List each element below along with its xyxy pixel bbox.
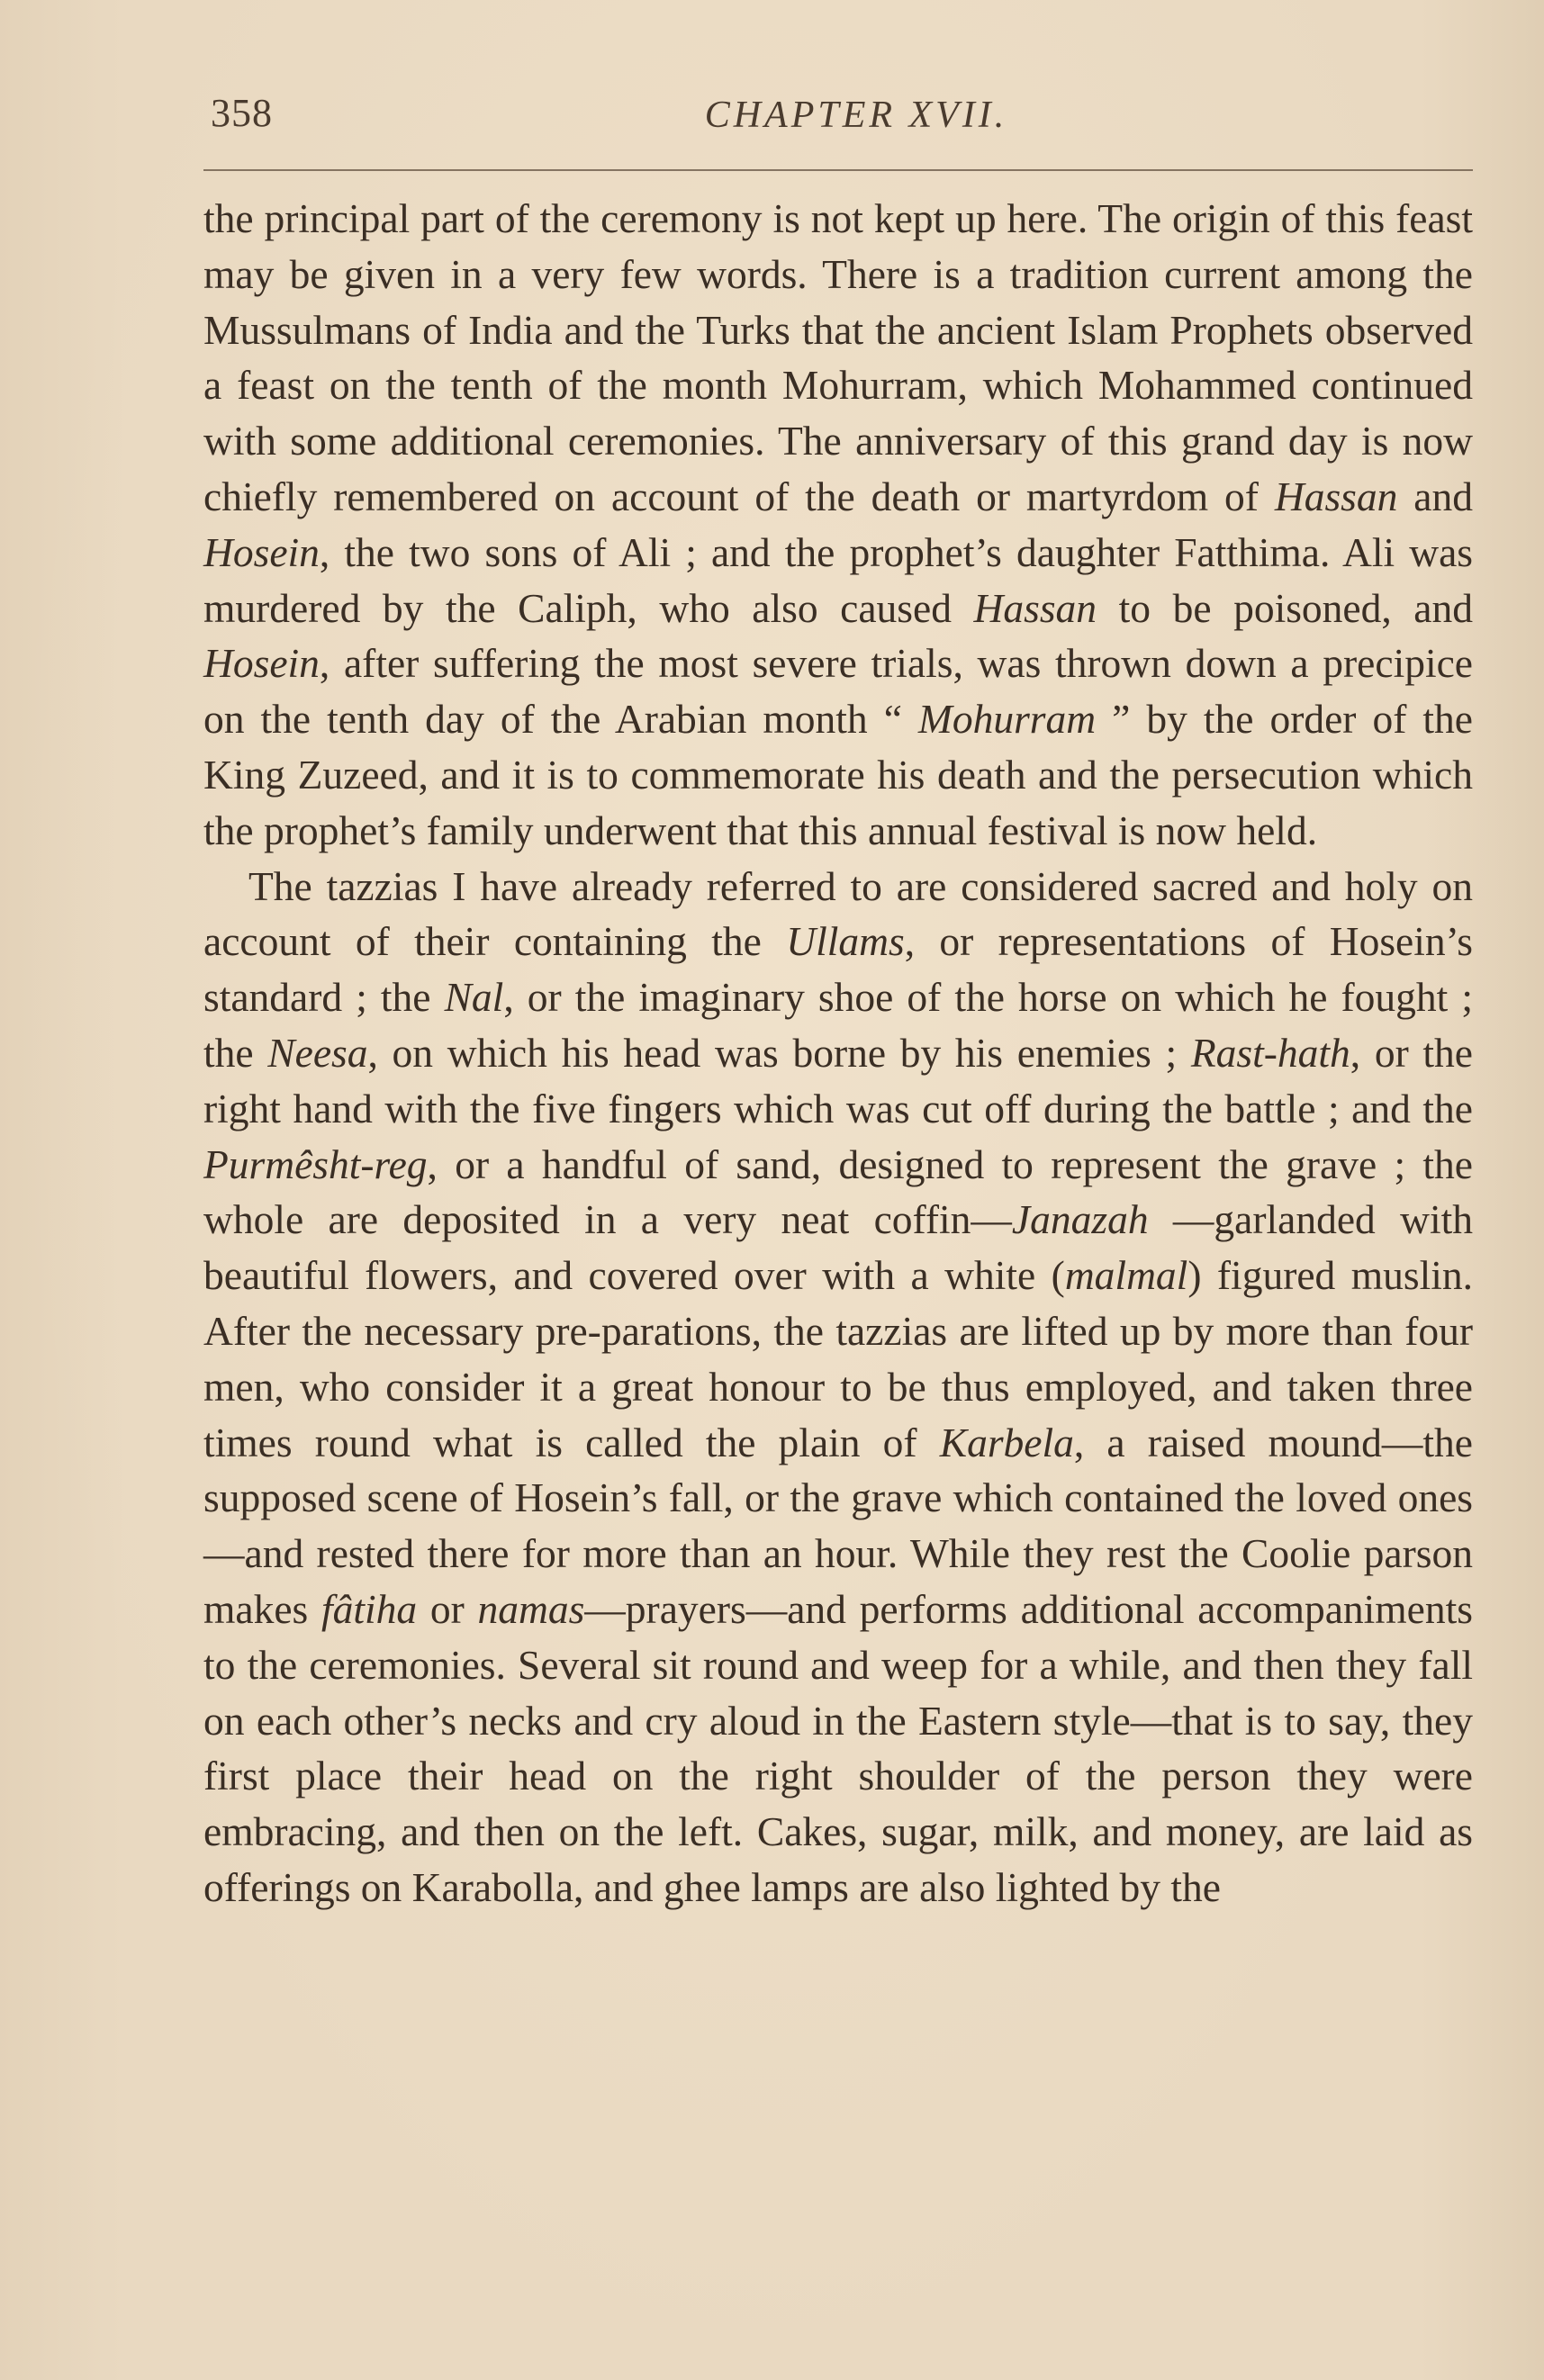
- italic-term: Ullams: [786, 918, 905, 965]
- italic-term: Hassan: [1274, 473, 1398, 519]
- page-header: [203, 90, 1473, 153]
- page-number: 358: [211, 91, 273, 135]
- italic-term: Nal: [444, 974, 504, 1021]
- text-run: , or the right hand with the five fingers which was cut off during the battle ; and the: [203, 1029, 1473, 1131]
- text-run: ” by the order of the King Zuzeed, and it is to commemorate his death and the persecution which the prophet’s family underwent that this annual festival is now held.: [203, 696, 1473, 853]
- text-run: or: [417, 1585, 478, 1632]
- running-head: CHAPTER XVII.: [704, 95, 1008, 136]
- body-text: [203, 191, 1473, 1916]
- italic-term: Purmêsht-reg: [203, 1140, 428, 1187]
- text-run: —prayers—and performs additional accompaniments to the ceremonies. Several sit round and weep for a while, and then they fall on each other’s necks and cry aloud in the Eastern style—that is to say, they first place their head on the right shoulder of the person they were embracing, and then on the left. Cakes, sugar, milk, and money, are laid as offerings on Karabolla, and ghee lamps are also lighted by the: [203, 1585, 1473, 1910]
- italic-term: malmal: [1064, 1252, 1188, 1299]
- text-run: —garlanded with beautiful flowers, and covered over with a white (: [203, 1196, 1473, 1299]
- text-run: to be poisoned, and: [1097, 584, 1473, 631]
- text-run: , or a handful of sand, designed to represent the grave ; the whole are deposited in a very neat coffin—: [203, 1140, 1473, 1243]
- text-run: the principal part of the ceremony is not kept up here. The origin of this feast may be given in a very few words. There is a tradition current among the Mussulmans of India and the Turks that the ancient Islam Prophets observed a feast on the tenth of the month Mohurram, which Mohammed continued with some additional ceremonies. The anniversary of this grand day is now chiefly remembered on account of the death or martyrdom of: [203, 195, 1473, 519]
- italic-term: Neesa: [267, 1029, 368, 1076]
- italic-term: Janazah: [1011, 1196, 1149, 1243]
- text-run: ) figured muslin. After the necessary pre-parations, the tazzias are lifted up by more than four men, who consider it a great honour to be thus employed, and taken three times round what is called the plain of: [203, 1252, 1473, 1465]
- italic-term: Hosein: [203, 528, 320, 575]
- italic-term: Rast-hath: [1190, 1029, 1350, 1076]
- text-run: , a raised mound—the supposed scene of Hosein’s fall, or the grave which contained the loved ones—and rested there for more than an hour. While they rest the Coolie parson makes: [203, 1419, 1473, 1632]
- paragraph: [203, 191, 1473, 859]
- italic-term: Hassan: [973, 584, 1097, 631]
- italic-term: namas: [477, 1585, 585, 1632]
- italic-term: Karbela: [939, 1419, 1074, 1465]
- text-run: , or the imaginary shoe of the horse on which he fought ; the: [203, 974, 1473, 1076]
- text-run: The tazzias I have already referred to are considered sacred and holy on account of their containing the: [203, 862, 1473, 965]
- italic-term: Hosein: [203, 640, 320, 687]
- text-run: , after suffering the most severe trials, was thrown down a precipice on the tenth day of the Arabian month “: [203, 640, 1473, 743]
- text-run: , on which his head was borne by his enemies ;: [367, 1029, 1191, 1076]
- paragraph: [203, 859, 1473, 1916]
- italic-term: fâtiha: [321, 1585, 418, 1632]
- header-rule: [203, 169, 1473, 171]
- text-run: , or representations of Hosein’s standard ; the: [203, 918, 1473, 1021]
- text-run: , the two sons of Ali ; and the prophet’s daughter Fatthima. Ali was murdered by the Caliph, who also caused: [203, 528, 1473, 631]
- italic-term: Mohurram: [917, 696, 1097, 743]
- text-run: and: [1397, 473, 1473, 519]
